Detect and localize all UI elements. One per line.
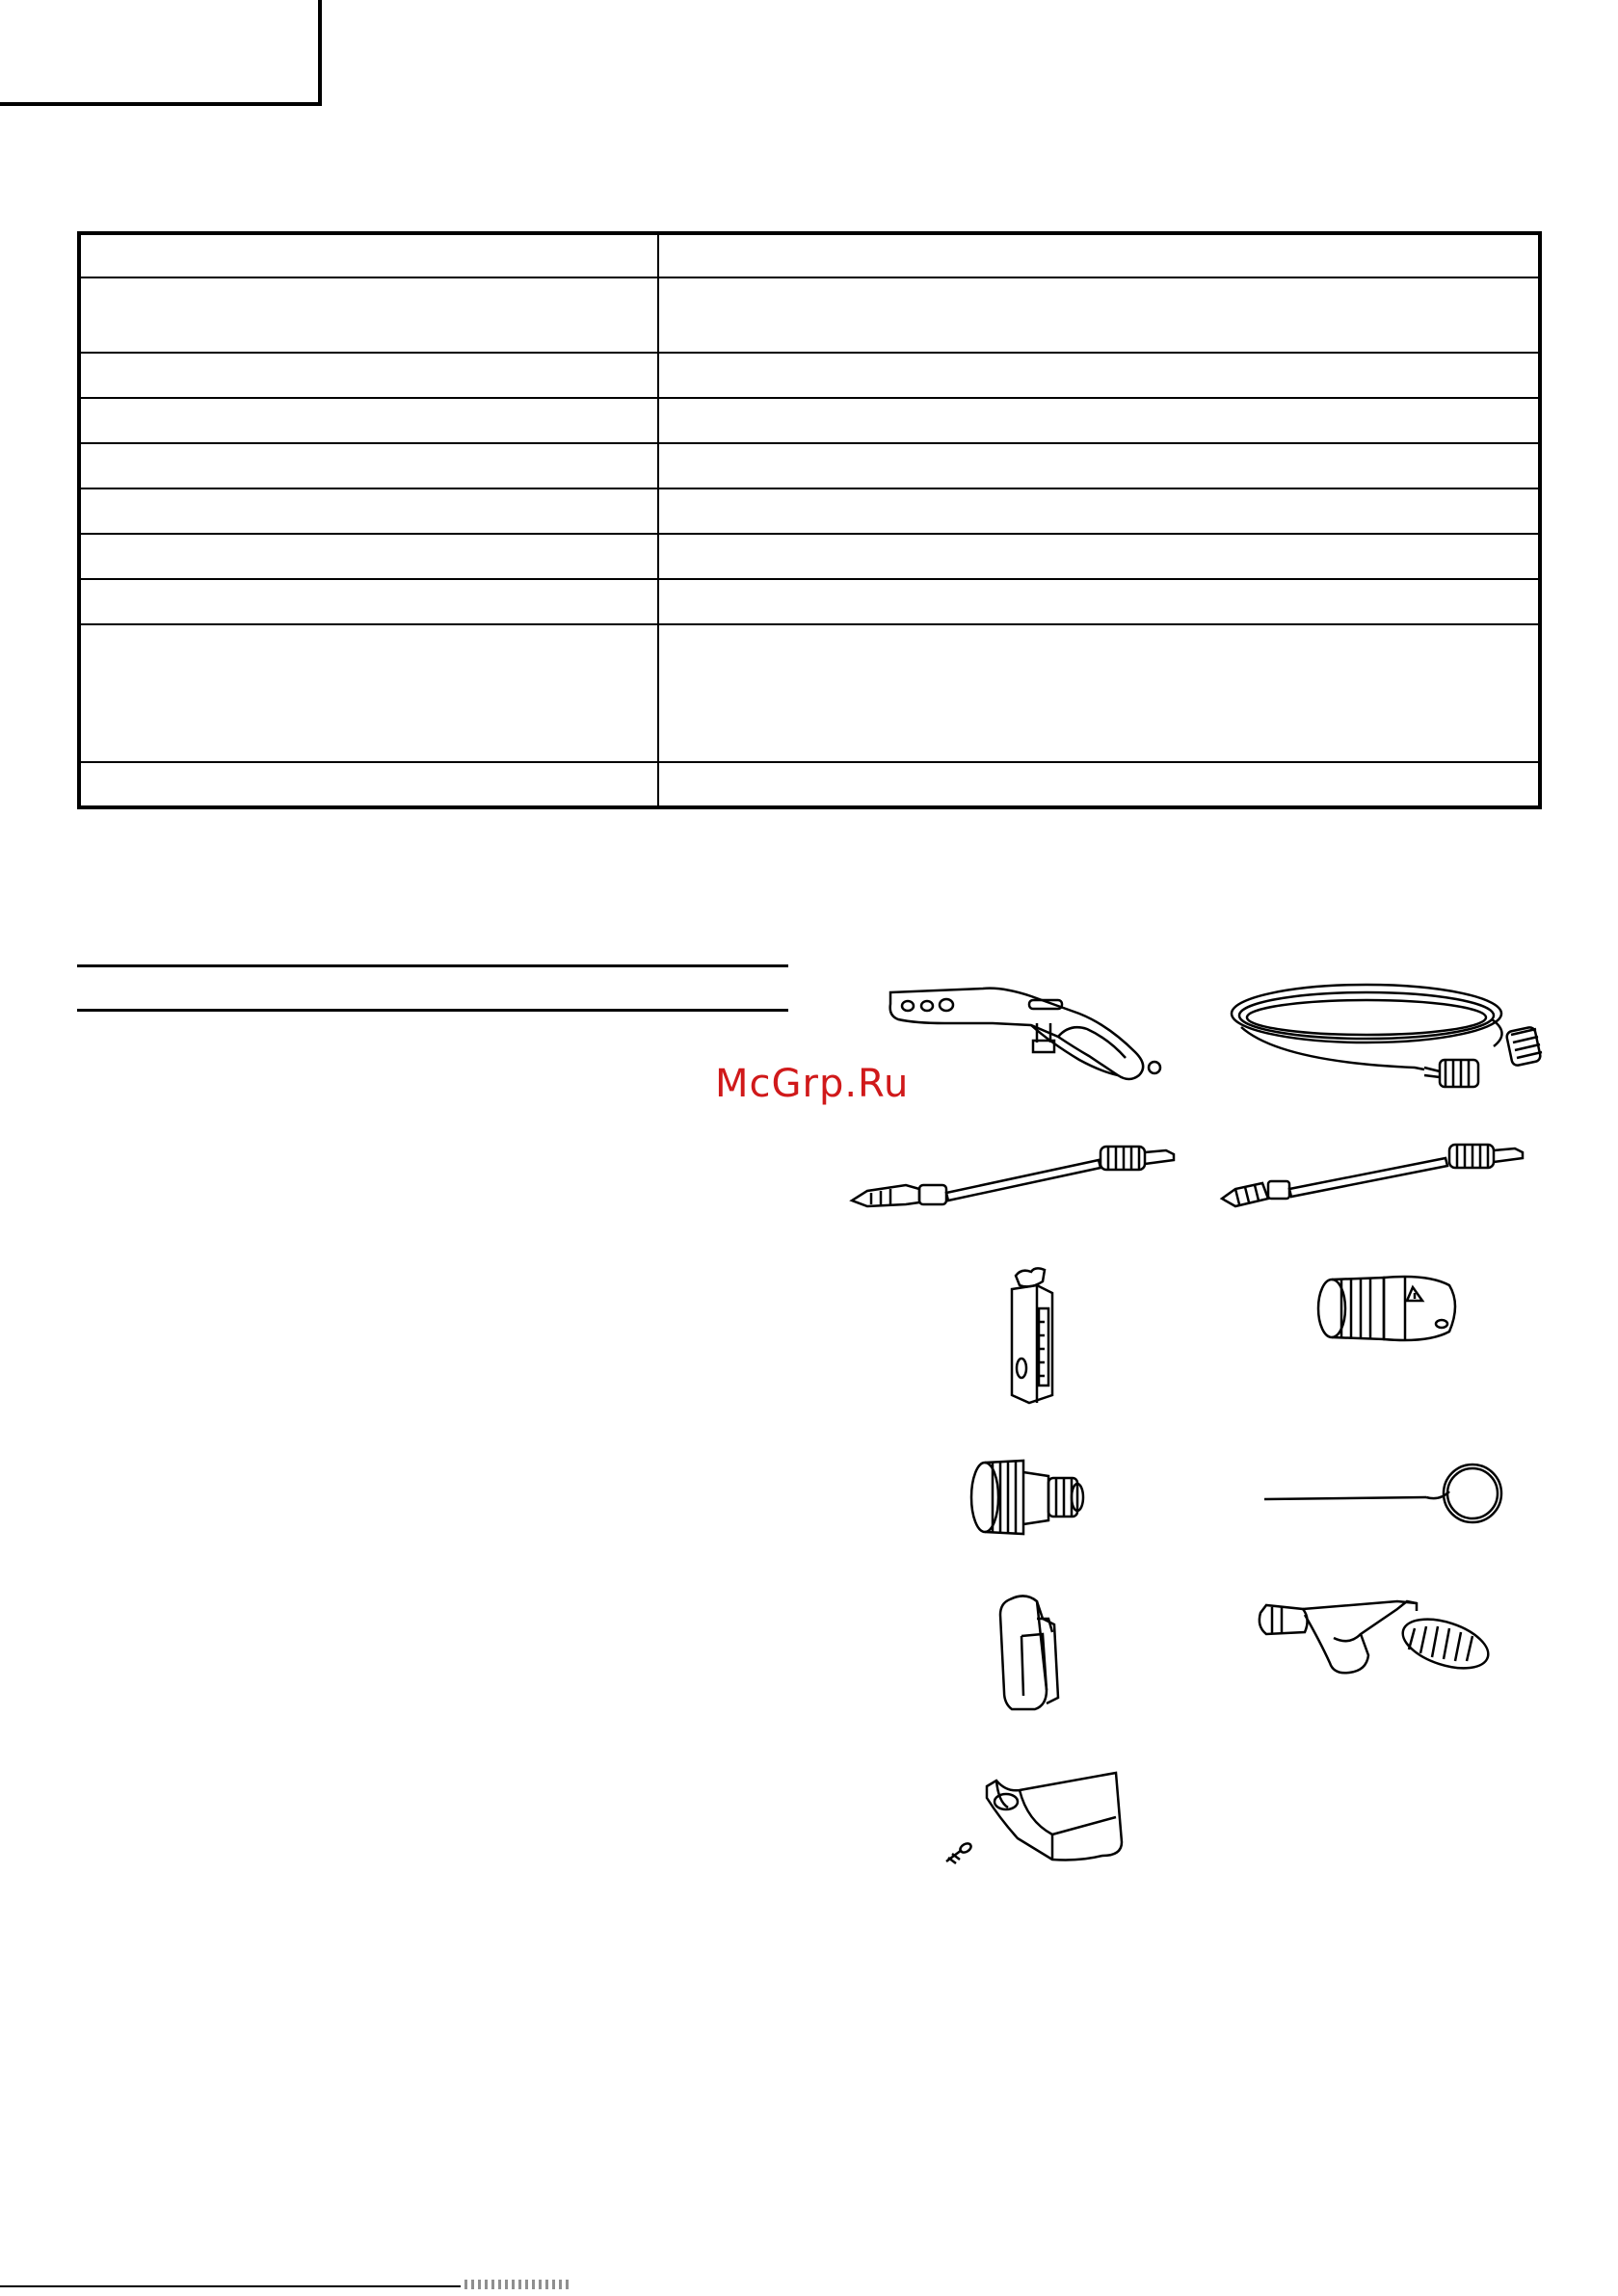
- table-cell: [79, 233, 658, 277]
- table-cell: [79, 534, 658, 579]
- high-pressure-hose-icon: [1222, 975, 1550, 1100]
- table-cell: [79, 398, 658, 443]
- table-row: [79, 398, 1540, 443]
- footer-line: [0, 2285, 461, 2287]
- table-cell: [658, 233, 1540, 277]
- hose-coupling-icon: [1313, 1266, 1467, 1353]
- table-cell: [79, 579, 658, 624]
- table-cell: [79, 277, 658, 353]
- holder-clip-icon: [993, 1590, 1070, 1715]
- footer-marks: [464, 2280, 570, 2289]
- table-cell: [658, 443, 1540, 488]
- table-cell: [79, 762, 658, 807]
- table-row: [79, 579, 1540, 624]
- table-row: [79, 624, 1540, 762]
- heading-rule-bottom: [77, 1009, 788, 1012]
- crank-handle-icon: [1253, 1590, 1503, 1686]
- table-cell: [658, 353, 1540, 398]
- heading-rule-top: [77, 964, 788, 967]
- corner-box: [0, 0, 322, 106]
- threaded-adapter-icon: [968, 1449, 1093, 1542]
- table-row: [79, 762, 1540, 807]
- bracket-with-screw-icon: [939, 1763, 1131, 1869]
- table-cell: [79, 353, 658, 398]
- table-row: [79, 534, 1540, 579]
- table-cell: [658, 624, 1540, 762]
- turbo-nozzle-lance-icon: [1218, 1135, 1546, 1212]
- variable-nozzle-lance-icon: [848, 1135, 1195, 1212]
- detergent-bottle-icon: [1002, 1264, 1060, 1409]
- table-cell: [658, 579, 1540, 624]
- table-cell: [658, 534, 1540, 579]
- table-cell: [79, 488, 658, 534]
- table-cell: [658, 762, 1540, 807]
- table-row: [79, 443, 1540, 488]
- nozzle-cleaning-needle-icon: [1260, 1459, 1521, 1536]
- table-cell: [658, 488, 1540, 534]
- table-row: [79, 353, 1540, 398]
- table-row: [79, 277, 1540, 353]
- table-cell: [658, 398, 1540, 443]
- table-row: [79, 233, 1540, 277]
- table-row: [79, 488, 1540, 534]
- watermark: McGrp.Ru: [715, 1062, 910, 1106]
- specifications-table: [77, 231, 1542, 809]
- table-cell: [79, 624, 658, 762]
- spray-gun-icon: [887, 975, 1176, 1091]
- table-cell: [79, 443, 658, 488]
- table-cell: [658, 277, 1540, 353]
